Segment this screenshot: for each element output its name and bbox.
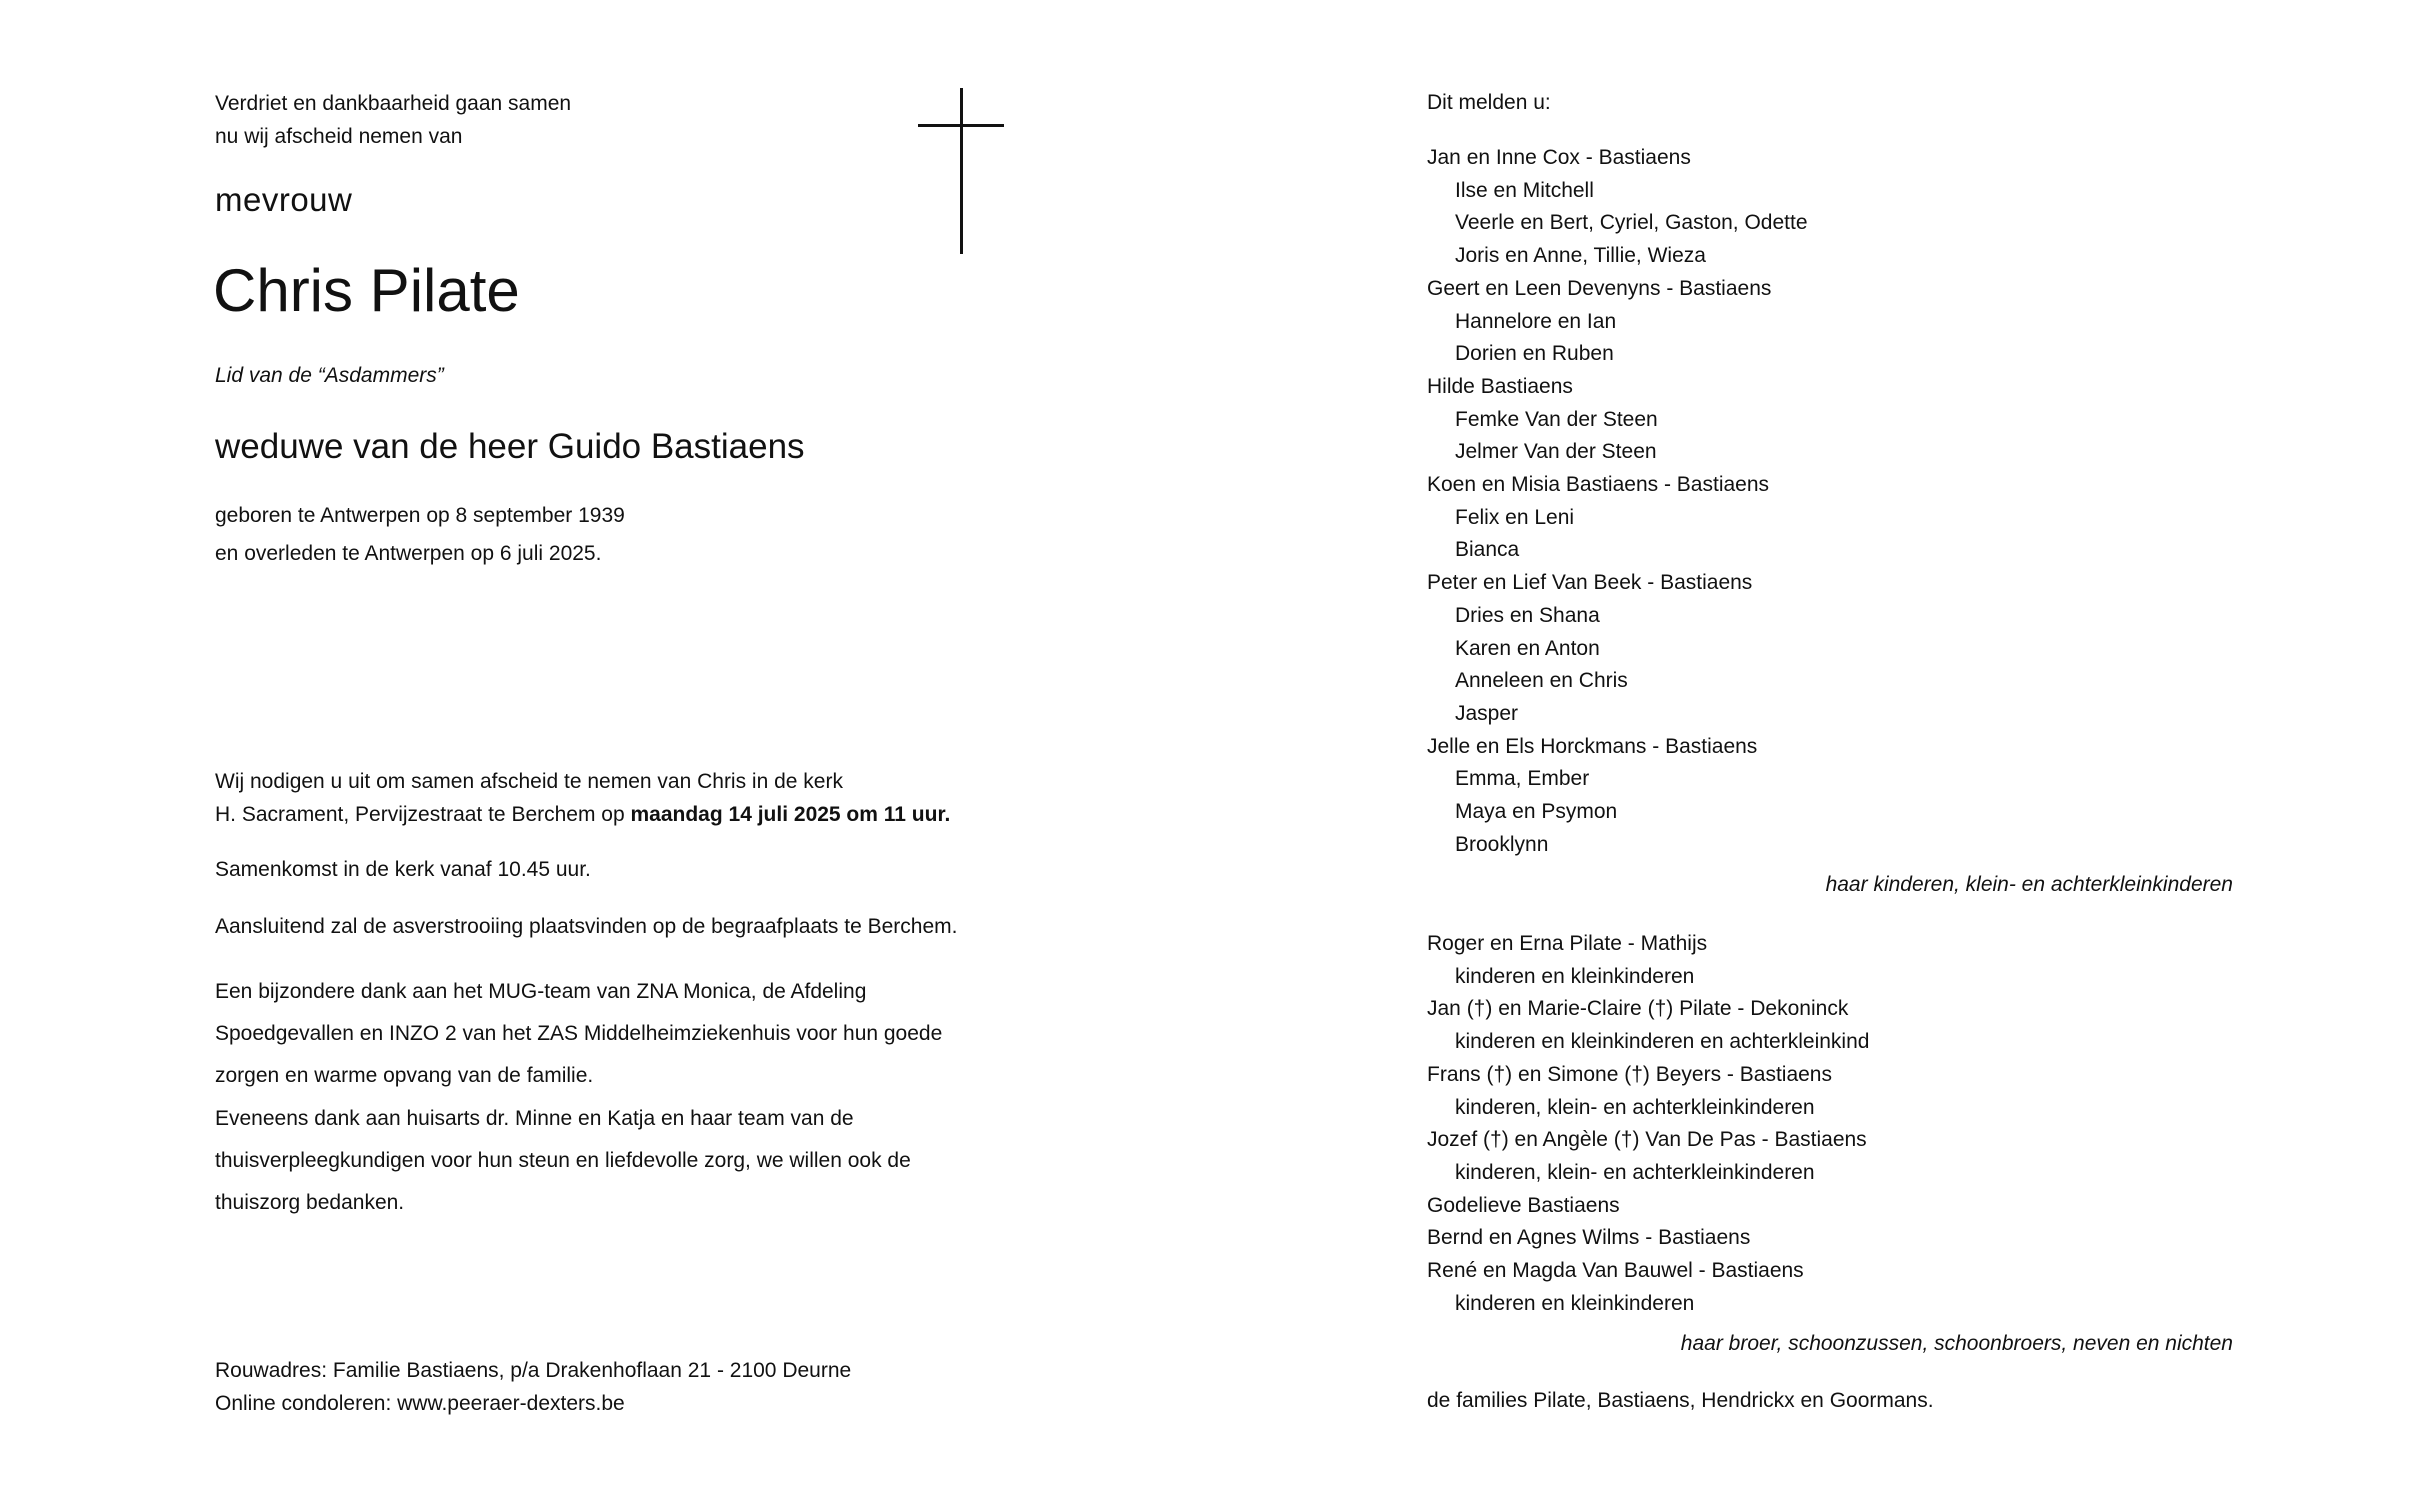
siblings-list [1427, 928, 1869, 1320]
list-subitem: Jelmer Van der Steen [1455, 440, 1657, 464]
death-line: en overleden te Antwerpen op 6 juli 2025. [215, 542, 602, 565]
spouse-line: weduwe van de heer Guido Bastiaens [215, 427, 805, 466]
list-subitem: Bianca [1455, 538, 1520, 562]
thanks-line: thuiszorg bedanken. [215, 1191, 405, 1215]
children-list [1427, 142, 1808, 861]
thanks-line: Eveneens dank aan huisarts dr. Minne en Katja en haar team van de [215, 1106, 854, 1130]
list-subitem: kinderen en kleinkinderen [1455, 1291, 1695, 1315]
list-subitem: Hannelore en Ian [1455, 309, 1617, 333]
deceased-name: Chris Pilate [213, 257, 520, 324]
invite-location: H. Sacrament, Pervijzestraat te Berchem op [215, 803, 631, 826]
membership: Lid van de “Asdammers” [215, 364, 444, 387]
list-subitem: Veerle en Bert, Cyriel, Gaston, Odette [1455, 211, 1808, 235]
gathering-time: Samenkomst in de kerk vanaf 10.45 uur. [215, 858, 591, 881]
list-item: Jelle en Els Horckmans - Bastiaens [1427, 734, 1758, 758]
invite-line [215, 798, 950, 831]
thanks-line: zorgen en warme opvang van de familie. [215, 1064, 594, 1088]
thanks-line: Spoedgevallen en INZO 2 van het ZAS Middelheimziekenhuis voor hun goede [215, 1022, 943, 1046]
list-subitem: Ilse en Mitchell [1455, 178, 1594, 202]
thanks-line: Een bijzondere dank aan het MUG-team van ZNA Monica, de Afdeling [215, 980, 867, 1003]
list-subitem: Karen en Anton [1455, 636, 1600, 660]
invite-datetime: maandag 14 juli 2025 om 11 uur. [630, 803, 951, 826]
list-subitem: Emma, Ember [1455, 767, 1590, 791]
list-subitem: Jasper [1455, 701, 1519, 725]
list-item: Godelieve Bastiaens [1427, 1193, 1620, 1217]
cross-vertical-bar [960, 88, 963, 254]
list-item: Jozef (†) en Angèle (†) Van De Pas - Bastiaens [1427, 1128, 1867, 1152]
list-subitem: kinderen en kleinkinderen [1455, 964, 1695, 988]
birth-line: geboren te Antwerpen op 8 september 1939 [215, 504, 625, 527]
list-item: Jan (†) en Marie-Claire (†) Pilate - Dekoninck [1427, 997, 1849, 1021]
list-subitem: Anneleen en Chris [1455, 669, 1628, 693]
cross-horizontal-bar [918, 124, 1004, 127]
life-dates [215, 497, 625, 573]
list-item: Jan en Inne Cox - Bastiaens [1427, 146, 1691, 169]
children-relation: haar kinderen, klein- en achterkleinkinderen [1825, 873, 2233, 896]
list-item: Peter en Lief Van Beek - Bastiaens [1427, 571, 1753, 595]
list-item: Roger en Erna Pilate - Mathijs [1427, 932, 1708, 955]
list-item: Geert en Leen Devenyns - Bastiaens [1427, 276, 1772, 300]
footer [215, 1354, 851, 1420]
ash-scattering: Aansluitend zal de asverstrooiing plaatsvinden op de begraafplaats te Berchem. [215, 915, 958, 938]
list-subitem: Brooklynn [1455, 832, 1549, 856]
list-subitem: Felix en Leni [1455, 505, 1575, 529]
intro-line: nu wij afscheid nemen van [215, 124, 463, 148]
list-subitem: Dries en Shana [1455, 603, 1600, 627]
funeral-invitation [215, 765, 950, 831]
thanks-line: thuisverpleegkundigen voor hun steun en liefdevolle zorg, we willen ook de [215, 1148, 911, 1172]
thanks-paragraph [215, 971, 942, 1224]
list-subitem: kinderen, klein- en achterkleinkinderen [1455, 1095, 1815, 1119]
list-subitem: Femke Van der Steen [1455, 407, 1658, 431]
title-prefix: mevrouw [215, 181, 353, 218]
list-subitem: Joris en Anne, Tillie, Wieza [1455, 244, 1706, 268]
announcement-heading: Dit melden u: [1427, 91, 1551, 114]
intro-line: Verdriet en dankbaarheid gaan samen [215, 92, 572, 115]
mourning-address: Rouwadres: Familie Bastiaens, p/a Drakenhoflaan 21 - 2100 Deurne [215, 1359, 852, 1382]
cross-icon [918, 88, 1006, 256]
intro-text [215, 88, 571, 153]
list-subitem: kinderen, klein- en achterkleinkinderen [1455, 1160, 1815, 1184]
list-subitem: Maya en Psymon [1455, 800, 1618, 824]
siblings-relation: haar broer, schoonzussen, schoonbroers, neven en nichten [1680, 1332, 2233, 1355]
extended-families: de families Pilate, Bastiaens, Hendrickx en Goormans. [1427, 1389, 1934, 1412]
online-condolences: Online condoleren: www.peeraer-dexters.be [215, 1392, 625, 1415]
list-subitem: Dorien en Ruben [1455, 342, 1614, 366]
invite-line: Wij nodigen u uit om samen afscheid te nemen van Chris in de kerk [215, 770, 843, 793]
list-item: René en Magda Van Bauwel - Bastiaens [1427, 1259, 1804, 1283]
list-item: Hilde Bastiaens [1427, 374, 1573, 398]
list-item: Bernd en Agnes Wilms - Bastiaens [1427, 1226, 1751, 1250]
list-subitem: kinderen en kleinkinderen en achterkleinkind [1455, 1030, 1870, 1054]
list-item: Koen en Misia Bastiaens - Bastiaens [1427, 473, 1770, 497]
list-item: Frans (†) en Simone (†) Beyers - Bastiaens [1427, 1062, 1832, 1086]
